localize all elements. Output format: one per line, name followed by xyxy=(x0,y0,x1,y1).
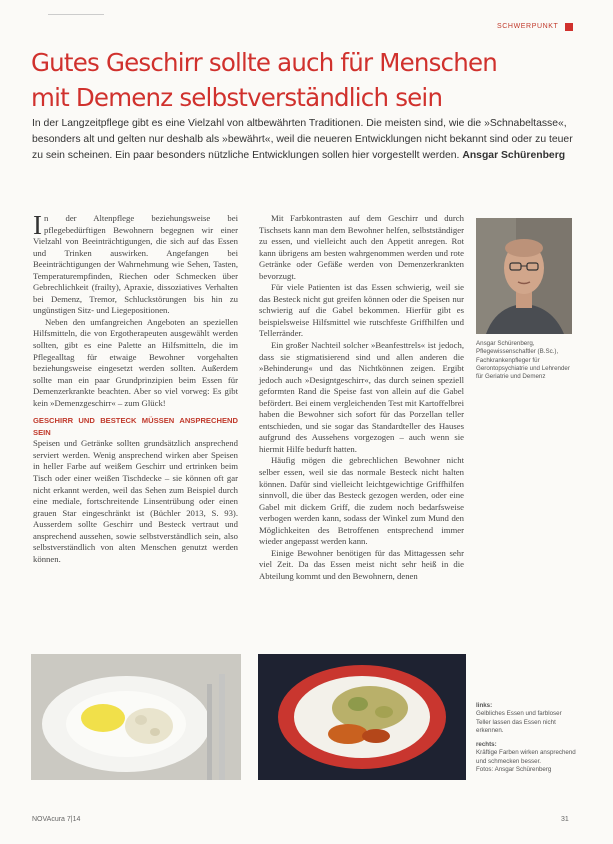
article-title xyxy=(31,45,591,115)
paragraph-text: n der Altenpflege beziehungsweise bei pflegebedürftigen Bewohnern begegnen wir einer Vielzahl von Beeinträchtigungen, die sich auf das Essen und Trinken auswirken. Angefangen bei Beeinträchtigungen der Wahrnehmung wie Sehen, Tasten, Temperaturempfinden, Riechen oder Schmecken über Gebrechlichkeit (frailty), Apraxie, dissoziatives Verhalten bei Demenz, Tremor, Schluckstörungen bis hin zu ungünstigen Sitz- und Liegepositionen. xyxy=(33,213,238,316)
colorful-meal-image xyxy=(258,654,466,780)
drop-cap: I xyxy=(33,210,42,240)
title-line-1: Gutes Geschirr sollte auch für Menschen xyxy=(31,48,497,77)
caption-right-text: Kräftige Farben wirken ansprechend und schmecken besser. xyxy=(476,749,576,765)
paragraph: Für viele Patienten ist das Essen schwierig, weil sie das Besteck nicht gut greifen können oder die Speisen nur schwierig auf die Gabel bekommen. Hierfür gibt es beispielsweise Hilfsmittel wie rutschfeste Griffhilfen und Tellerränder. xyxy=(259,282,464,339)
photo-colorful-meal xyxy=(258,654,466,780)
paragraph: Neben den umfangreichen Angeboten an speziellen Hilfsmitteln, die von Ergotherapeuten ausgewählt werden sollten, gibt es eine Palette an Hilfsmitteln, die im Pflegealltag für etwaige Bewohner vorgehalten beziehungsweise eingesetzt werden sollten. Außerdem sollte man ein paar Grundprinzipien beim Essen für Demenzerkrankte beachten. Aber so viel vorweg: Es gibt kein »Demenzgeschirr« – zum Glück! xyxy=(33,316,238,408)
caption-left-label: links: xyxy=(476,702,493,709)
photo-pale-meal xyxy=(31,654,241,780)
caption-left-text: Gelbliches Essen und farbloser Teller lassen das Essen nicht erkennen. xyxy=(476,710,562,734)
photo-credit: Fotos: Ansgar Schürenberg xyxy=(476,766,552,774)
paragraph: Ein großer Nachteil solcher »Beanfesttrels« ist jedoch, dass sie stigmatisierend sind und allen anderen die »Behinderung« und das Nichtkönnen zeigen. Ergibt jedoch auch »Designtgeschirr«, das durch seinen speziell geformten Rand die Speise fast von allein auf die Gabel befördert. Bei einem vergleichenden Test mit Kartoffelbrei haben die Bewohner sich sofort für das Porzellan teller entschieden, und sie sogar das Standardteller des Hauses aufgrund des Aussehens vorgezogen – auch wenn sie hiermit Hilfe bedurft hatten. xyxy=(259,340,464,454)
section-label: SCHWERPUNKT xyxy=(497,23,559,30)
header-rule xyxy=(48,14,104,15)
photo-caption xyxy=(476,702,576,774)
lede-text: In der Langzeitpflege gibt es eine Vielzahl von altbewährten Traditionen. Die meisten sind, wie die »Schnabeltasse«, besonders alt und gelten nur deshalb als »bewährt«, weil die neueren Entwicklungen nicht bekannt sind oder zu teuer zu sein scheinen. Ein paar besonders nützliche Entwicklungen sollen hier vorgestellt werden. xyxy=(32,118,573,161)
author-portrait xyxy=(476,218,572,334)
text-column-1 xyxy=(33,210,238,565)
subheading: GESCHIRR UND BESTECK MÜSSEN ANSPRECHEND SEIN xyxy=(33,416,238,437)
magazine-name: NOVAcura 7|14 xyxy=(32,816,81,823)
article-lede xyxy=(32,116,582,164)
paragraph: Speisen und Getränke sollten grundsätzlich ansprechend serviert werden. Wenig ansprechend wirken aber Speisen in heller Farbe auf weißem Geschirr und ertrinken beim Tisch oder einer weißen Tischdecke – sie können oft gar nicht erkannt werden, weil das Sehen zum Beispiel durch eine mediale, fortschreitende Linsentrübung oder einen grauen Star eingeschränkt ist (Büchler 2013, S. 93). Ausserdem sollte Geschirr und Besteck vertraut und ansprechend aussehen, sowie selbstverständlich sein, also selbstverständlich von alten Menschen genutzt werden können. xyxy=(33,438,238,564)
pale-meal-image xyxy=(31,654,241,780)
paragraph: Häufig mögen die gebrechlichen Bewohner nicht selber essen, weil sie das normale Besteck nicht halten können. Dafür sind vielleicht leichtgewichtige Griffhilfen sinnvoll, die über das Besteck gezogen werden, oder eine Gabel mit dickem Griff, die zudem noch bedarfsweise verbogen werden kann, sodass der Winkel zum Mund den Möglichkeiten des Betroffenen entsprechend immer wieder angepasst werden kann. xyxy=(259,455,464,547)
section-marker xyxy=(565,23,573,31)
page-number: 31 xyxy=(561,816,569,823)
portrait-caption: Ansgar Schürenberg, Pflegewissenschaftler (B.Sc.), Fachkrankenpfleger für Gerontopsychiatrie und Lehrender für Geriatrie und Demenz xyxy=(476,340,570,381)
paragraph: Einige Bewohner benötigen für das Mittagessen sehr viel Zeit. Da das Essen meist nicht sehr heiß in die Abteilung kommt und den Bewohnern, denen xyxy=(259,547,464,581)
paragraph xyxy=(33,210,238,317)
caption-right-label: rechts: xyxy=(476,741,497,749)
author-name: Ansgar Schürenberg xyxy=(462,150,566,161)
title-line-2: mit Demenz selbstverständlich sein xyxy=(31,83,443,112)
text-column-2 xyxy=(259,213,464,583)
paragraph: Mit Farbkontrasten auf dem Geschirr und durch Tischsets kann man dem Bewohner helfen, selbstständiger zu essen, und vielleicht auch den Appetit anregen. Rot kann übrigens am besten wahrgenommen werden und rote Getränke oder Gefäße werden von Demenzerkrankten bevorzugt. xyxy=(259,213,464,281)
portrait-image xyxy=(476,218,572,334)
